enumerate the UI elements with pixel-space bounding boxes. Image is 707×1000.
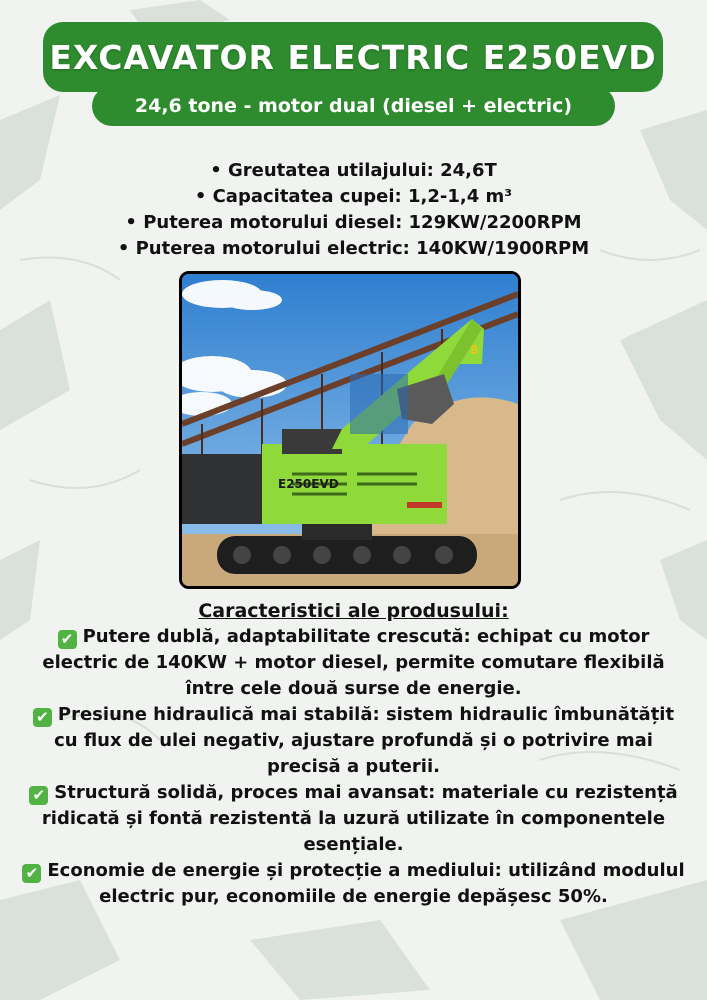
page-title: EXCAVATOR ELECTRIC E250EVD <box>49 37 657 77</box>
spec-item-diesel-power: • Puterea motorului diesel: 129KW/2200RPM <box>125 212 582 233</box>
subtitle-banner <box>92 86 615 126</box>
machine-model-label: E250EVD <box>278 477 339 491</box>
spec-item-bucket: • Capacitatea cupei: 1,2-1,4 m³ <box>194 186 513 207</box>
features-section <box>20 598 687 910</box>
spec-item-electric-power: • Puterea motorului electric: 140KW/1900RPM <box>117 238 590 259</box>
checkmark-icon: ✔ <box>22 864 41 883</box>
feature-item: ✔ Structură solidă, proces mai avansat: materiale cu rezistență ridicată și fontă rezistentă la uzură utilizate în componentele esențiale. <box>20 780 687 858</box>
excavator-photo <box>179 271 521 589</box>
spec-list <box>0 158 707 262</box>
checkmark-icon: ✔ <box>33 708 52 727</box>
page-subtitle: 24,6 tone - motor dual (diesel + electric) <box>134 95 573 117</box>
title-banner <box>43 22 663 92</box>
features-heading: Caracteristici ale produsului: <box>198 600 509 622</box>
spec-item-weight: • Greutatea utilajului: 24,6T <box>210 160 497 181</box>
checkmark-icon: ✔ <box>58 630 77 649</box>
boom-marking: 8 <box>470 343 479 357</box>
feature-item: ✔ Putere dublă, adaptabilitate crescută: echipat cu motor electric de 140KW + motor diesel, permite comutare flexibilă între cele două surse de energie. <box>42 626 665 699</box>
feature-item: ✔ Economie de energie și protecție a mediului: utilizând modulul electric pur, economiile de energie depășesc 50%. <box>20 858 687 910</box>
checkmark-icon: ✔ <box>29 786 48 805</box>
feature-item: ✔ Presiune hidraulică mai stabilă: sistem hidraulic îmbunătățit cu flux de ulei negativ, ajustare profundă și o potrivire mai precisă a puterii. <box>20 702 687 780</box>
